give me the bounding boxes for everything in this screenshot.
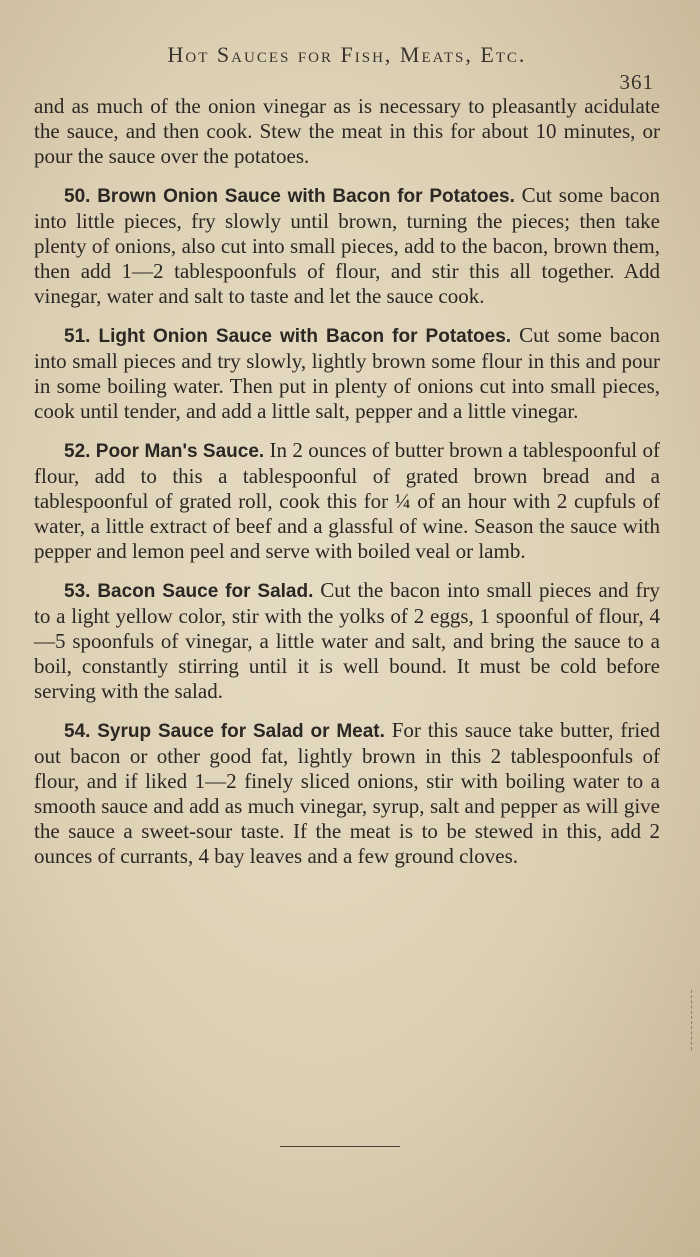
- recipe-title: Bacon Sauce for Salad.: [97, 581, 314, 602]
- recipe-text: Cut the bacon into small pieces and fry to a light yellow color, stir with the yolks of 2 eggs, 1 spoonful of flour, 4—5 spoonfuls of vinegar, a little water and salt, and bring the sauce to a boil, constantly stirring until it is well bound. It must be cold before serving with the salad.: [34, 578, 661, 703]
- recipe-54: [34, 718, 660, 869]
- recipe-number: 53.: [64, 581, 91, 602]
- recipe-title: Syrup Sauce for Salad or Meat.: [97, 721, 385, 742]
- recipe-number: 54.: [64, 721, 91, 742]
- recipe-50: [34, 183, 660, 309]
- page-number: 361: [619, 70, 654, 94]
- recipe-text: In 2 ounces of butter brown a tablespoonful of flour, add to this a tablespoonful of grated brown bread and a tablespoonful of grated roll, cook this for ¼ of an hour with 2 cupfuls of water, a little extract of beef and a glassful of wine. Season the sauce with pepper and lemon peel and serve with boiled veal or lamb.: [34, 438, 660, 563]
- recipe-53: [34, 578, 660, 704]
- recipe-title: Poor Man's Sauce.: [95, 441, 265, 462]
- recipe-text: Cut some bacon into small pieces and try slowly, lightly brown some flour in this and pour in some boiling water. Then put in plenty of onions cut into small pieces, cook until tender, and add a little salt, pepper and a little vinegar.: [34, 323, 661, 423]
- recipe-51: [34, 323, 660, 424]
- recipe-text: Cut some bacon into little pieces, fry slowly until brown, turning the pieces; then take plenty of onions, also cut into small pieces, add to the bacon, brown them, then add 1—2 tablespoonfuls of flour, and stir this all together. Add vinegar, water and salt to taste and let the sauce cook.: [34, 183, 661, 308]
- recipe-52: [34, 438, 660, 564]
- recipe-number: 50.: [64, 186, 91, 207]
- recipe-number: 52.: [64, 441, 91, 462]
- page-header: [34, 42, 660, 94]
- end-divider-rule: [280, 1146, 400, 1147]
- recipe-title: Brown Onion Sauce with Bacon for Potatoes.: [97, 186, 515, 207]
- margin-mark: [691, 990, 692, 1050]
- recipe-text: For this sauce take butter, fried out bacon or other good fat, lightly brown in this 2 tablespoonfuls of flour, and if liked 1—2 finely sliced onions, stir with boiling water to a smooth sauce and add as much vinegar, syrup, salt and pepper as will give the sauce a sweet-sour taste. If the meat is to be stewed in this, add 2 ounces of currants, 4 bay leaves and a few ground cloves.: [34, 718, 660, 868]
- recipe-title: Light Onion Sauce with Bacon for Potatoes.: [98, 326, 512, 347]
- recipe-number: 51.: [64, 326, 91, 347]
- running-title: Hot Sauces for Fish, Meats, Etc.: [167, 42, 527, 67]
- intro-paragraph: and as much of the onion vinegar as is necessary to pleasantly acidulate the sauce, and then cook. Stew the meat in this for about 10 minutes, or pour the sauce over the potatoes.: [34, 94, 660, 168]
